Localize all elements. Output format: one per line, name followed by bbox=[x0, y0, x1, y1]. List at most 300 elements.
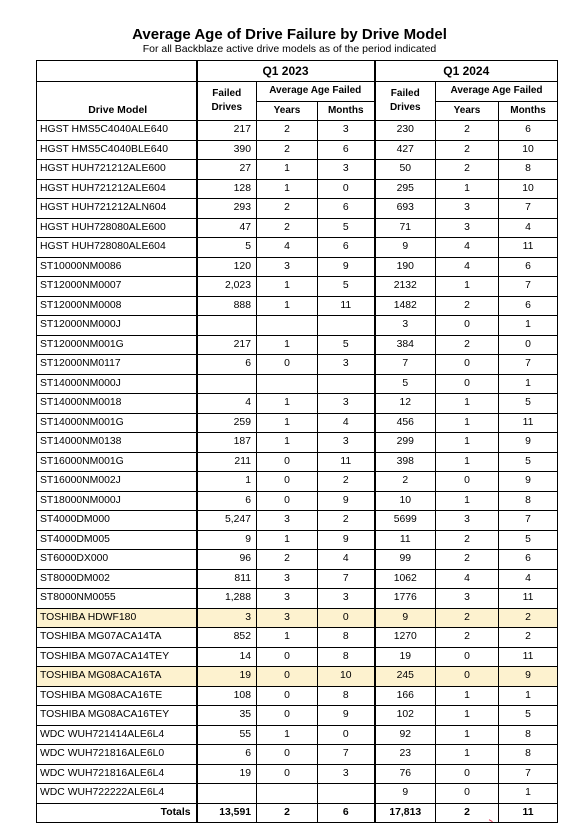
failed-drives-2023-cell: 6 bbox=[197, 491, 257, 511]
years-2023-cell: 0 bbox=[257, 472, 318, 492]
drive-model-cell: ST4000DM000 bbox=[37, 511, 197, 531]
failed-drives-2024-cell: 230 bbox=[375, 121, 436, 141]
drive-model-cell: TOSHIBA MG08ACA16TE bbox=[37, 686, 197, 706]
period-header-q1-2024: Q1 2024 bbox=[375, 61, 558, 82]
drive-model-cell: WDC WUH722222ALE6L4 bbox=[37, 784, 197, 804]
failed-drives-2023-cell: 852 bbox=[197, 628, 257, 648]
months-2024-cell: 5 bbox=[499, 530, 558, 550]
header-drives-word: Drives bbox=[211, 102, 243, 113]
table-row bbox=[37, 121, 558, 141]
years-2024-cell: 2 bbox=[436, 140, 499, 160]
months-2024-cell: 11 bbox=[499, 413, 558, 433]
months-2024-cell: 10 bbox=[499, 140, 558, 160]
drive-model-cell: HGST HUH728080ALE600 bbox=[37, 218, 197, 238]
failed-drives-2023-cell: 1 bbox=[197, 472, 257, 492]
years-2024-cell: 1 bbox=[436, 745, 499, 765]
drive-model-cell: WDC WUH721414ALE6L4 bbox=[37, 725, 197, 745]
drive-model-cell: TOSHIBA MG07ACA14TEY bbox=[37, 647, 197, 667]
failed-drives-2023-cell: 47 bbox=[197, 218, 257, 238]
header-failed-word: Failed bbox=[212, 88, 242, 99]
years-2023-cell: 1 bbox=[257, 433, 318, 453]
years-2024-cell: 1 bbox=[436, 179, 499, 199]
years-2023-cell: 2 bbox=[257, 550, 318, 570]
failed-drives-2023-cell: 128 bbox=[197, 179, 257, 199]
years-2023-cell: 1 bbox=[257, 628, 318, 648]
failed-drives-2023-cell: 6 bbox=[197, 355, 257, 375]
failed-drives-2023-cell: 187 bbox=[197, 433, 257, 453]
table-body bbox=[37, 121, 558, 804]
drive-model-cell: ST8000NM0055 bbox=[37, 589, 197, 609]
avg-age-header-row bbox=[37, 82, 558, 102]
failed-drives-2024-cell: 1062 bbox=[375, 569, 436, 589]
drive-model-cell: ST12000NM0008 bbox=[37, 296, 197, 316]
years-2024-cell: 0 bbox=[436, 784, 499, 804]
months-2023-cell: 0 bbox=[318, 179, 375, 199]
months-2024-cell: 7 bbox=[499, 764, 558, 784]
months-2023-cell: 8 bbox=[318, 647, 375, 667]
drive-model-cell: ST12000NM0007 bbox=[37, 277, 197, 297]
drive-model-cell: ST10000NM0086 bbox=[37, 257, 197, 277]
years-2024-cell: 0 bbox=[436, 316, 499, 336]
drive-model-cell: ST6000DX000 bbox=[37, 550, 197, 570]
failed-drives-2023-cell: 217 bbox=[197, 121, 257, 141]
drive-failure-table bbox=[36, 60, 558, 823]
failed-drives-2024-cell: 3 bbox=[375, 316, 436, 336]
months-2024-cell: 6 bbox=[499, 257, 558, 277]
months-2023-cell: 4 bbox=[318, 550, 375, 570]
failed-drives-2023-cell: 217 bbox=[197, 335, 257, 355]
failed-drives-2023-cell bbox=[197, 374, 257, 394]
table-row bbox=[37, 355, 558, 375]
years-2023-cell: 1 bbox=[257, 296, 318, 316]
failed-drives-2023-cell: 55 bbox=[197, 725, 257, 745]
months-2024-cell: 1 bbox=[499, 686, 558, 706]
months-2024-cell: 4 bbox=[499, 218, 558, 238]
years-2023-cell: 3 bbox=[257, 511, 318, 531]
drive-model-cell: ST18000NM000J bbox=[37, 491, 197, 511]
failed-drives-2023-cell: 19 bbox=[197, 667, 257, 687]
years-2024-cell: 2 bbox=[436, 608, 499, 628]
table-row bbox=[37, 686, 558, 706]
years-2024-cell: 0 bbox=[436, 647, 499, 667]
header-blank-cell bbox=[37, 61, 197, 82]
months-2023-cell: 6 bbox=[318, 238, 375, 258]
chart-title: Average Age of Drive Failure by Drive Model bbox=[132, 26, 447, 43]
months-2023-cell: 3 bbox=[318, 433, 375, 453]
drive-model-cell: ST12000NM0117 bbox=[37, 355, 197, 375]
table-row bbox=[37, 238, 558, 258]
years-2024-cell: 1 bbox=[436, 686, 499, 706]
months-2023-cell: 10 bbox=[318, 667, 375, 687]
totals-years-2024: 2 bbox=[436, 803, 499, 823]
table-row bbox=[37, 433, 558, 453]
failed-drives-2024-cell: 10 bbox=[375, 491, 436, 511]
drive-model-cell: TOSHIBA HDWF180 bbox=[37, 608, 197, 628]
months-2023-cell: 3 bbox=[318, 764, 375, 784]
months-2024-cell: 6 bbox=[499, 550, 558, 570]
table-row bbox=[37, 667, 558, 687]
months-2024-cell: 5 bbox=[499, 706, 558, 726]
months-2024-cell: 7 bbox=[499, 277, 558, 297]
months-2023-cell: 4 bbox=[318, 413, 375, 433]
years-2024-cell: 0 bbox=[436, 355, 499, 375]
years-2023-cell: 0 bbox=[257, 745, 318, 765]
months-2024-cell: 7 bbox=[499, 355, 558, 375]
table-row bbox=[37, 647, 558, 667]
years-2024-cell: 2 bbox=[436, 296, 499, 316]
period-header-q1-2023: Q1 2023 bbox=[197, 61, 375, 82]
years-2024-cell: 2 bbox=[436, 335, 499, 355]
failed-drives-2023-cell: 120 bbox=[197, 257, 257, 277]
table-row bbox=[37, 199, 558, 219]
failed-drives-2024-cell: 11 bbox=[375, 530, 436, 550]
months-2023-cell: 3 bbox=[318, 589, 375, 609]
months-2023-cell: 0 bbox=[318, 608, 375, 628]
years-2024-cell: 0 bbox=[436, 472, 499, 492]
drive-model-cell: TOSHIBA MG08ACA16TA bbox=[37, 667, 197, 687]
failed-drives-2023-cell bbox=[197, 784, 257, 804]
months-2024-cell: 2 bbox=[499, 628, 558, 648]
header-drives-word: Drives bbox=[389, 102, 421, 113]
years-2024-cell: 0 bbox=[436, 374, 499, 394]
table-row bbox=[37, 160, 558, 180]
failed-drives-2024-cell: 166 bbox=[375, 686, 436, 706]
failed-drives-2023-cell: 293 bbox=[197, 199, 257, 219]
months-2023-cell: 3 bbox=[318, 121, 375, 141]
drive-model-cell: ST14000NM000J bbox=[37, 374, 197, 394]
months-2023-cell: 11 bbox=[318, 452, 375, 472]
failed-drives-2023-cell bbox=[197, 316, 257, 336]
years-2023-cell: 2 bbox=[257, 121, 318, 141]
years-2023-cell: 2 bbox=[257, 199, 318, 219]
months-2024-cell: 11 bbox=[499, 238, 558, 258]
years-2024-cell: 2 bbox=[436, 530, 499, 550]
months-2023-cell: 9 bbox=[318, 257, 375, 277]
years-2024-cell: 3 bbox=[436, 218, 499, 238]
failed-drives-2024-cell: 50 bbox=[375, 160, 436, 180]
months-2024-cell: 5 bbox=[499, 452, 558, 472]
drive-model-cell: ST14000NM001G bbox=[37, 413, 197, 433]
table-row bbox=[37, 608, 558, 628]
months-2024-cell: 6 bbox=[499, 296, 558, 316]
failed-drives-2023-cell: 14 bbox=[197, 647, 257, 667]
years-2023-cell: 0 bbox=[257, 355, 318, 375]
table-row bbox=[37, 140, 558, 160]
years-2023-cell: 0 bbox=[257, 647, 318, 667]
years-2024-cell: 1 bbox=[436, 277, 499, 297]
failed-drives-2023-cell: 108 bbox=[197, 686, 257, 706]
years-2024-cell: 2 bbox=[436, 121, 499, 141]
months-2024-cell: 1 bbox=[499, 374, 558, 394]
table-row bbox=[37, 550, 558, 570]
failed-drives-2024-cell: 76 bbox=[375, 764, 436, 784]
months-2023-cell: 9 bbox=[318, 491, 375, 511]
years-2023-cell: 0 bbox=[257, 491, 318, 511]
failed-drives-2024-cell: 299 bbox=[375, 433, 436, 453]
months-2024-cell: 8 bbox=[499, 745, 558, 765]
years-2024-cell: 1 bbox=[436, 394, 499, 414]
months-2023-cell: 9 bbox=[318, 530, 375, 550]
table-row bbox=[37, 764, 558, 784]
months-2023-cell: 5 bbox=[318, 218, 375, 238]
table-row bbox=[37, 706, 558, 726]
years-2024-cell: 0 bbox=[436, 667, 499, 687]
months-2024-cell: 0 bbox=[499, 335, 558, 355]
months-2023-cell: 5 bbox=[318, 335, 375, 355]
failed-drives-2024-cell: 71 bbox=[375, 218, 436, 238]
table-row bbox=[37, 589, 558, 609]
failed-drives-2023-cell: 3 bbox=[197, 608, 257, 628]
failed-drives-2024-cell: 1776 bbox=[375, 589, 436, 609]
years-2023-cell: 3 bbox=[257, 569, 318, 589]
months-2024-cell: 8 bbox=[499, 160, 558, 180]
header-years-2023: Years bbox=[257, 101, 318, 121]
years-2023-cell: 1 bbox=[257, 277, 318, 297]
years-2024-cell: 1 bbox=[436, 433, 499, 453]
years-2023-cell: 2 bbox=[257, 140, 318, 160]
years-2023-cell bbox=[257, 374, 318, 394]
period-header-row bbox=[37, 61, 558, 82]
failed-drives-2024-cell: 2 bbox=[375, 472, 436, 492]
table-row bbox=[37, 472, 558, 492]
failed-drives-2023-cell: 5 bbox=[197, 238, 257, 258]
years-2023-cell: 1 bbox=[257, 160, 318, 180]
failed-drives-2024-cell: 384 bbox=[375, 335, 436, 355]
years-2024-cell: 1 bbox=[436, 491, 499, 511]
months-2023-cell: 9 bbox=[318, 706, 375, 726]
years-2024-cell: 1 bbox=[436, 725, 499, 745]
years-2023-cell bbox=[257, 784, 318, 804]
header-failed-drives-2023 bbox=[197, 82, 257, 121]
failed-drives-2024-cell: 245 bbox=[375, 667, 436, 687]
drive-model-cell: ST12000NM000J bbox=[37, 316, 197, 336]
months-2023-cell: 3 bbox=[318, 355, 375, 375]
failed-drives-2023-cell: 811 bbox=[197, 569, 257, 589]
years-2024-cell: 4 bbox=[436, 569, 499, 589]
failed-drives-2023-cell: 1,288 bbox=[197, 589, 257, 609]
decorative-mark bbox=[487, 819, 492, 824]
table-row bbox=[37, 530, 558, 550]
failed-drives-2024-cell: 99 bbox=[375, 550, 436, 570]
failed-drives-2023-cell: 6 bbox=[197, 745, 257, 765]
years-2023-cell: 2 bbox=[257, 218, 318, 238]
failed-drives-2024-cell: 693 bbox=[375, 199, 436, 219]
months-2024-cell: 5 bbox=[499, 394, 558, 414]
years-2024-cell: 2 bbox=[436, 550, 499, 570]
failed-drives-2023-cell: 5,247 bbox=[197, 511, 257, 531]
years-2024-cell: 1 bbox=[436, 706, 499, 726]
header-months-2024: Months bbox=[499, 101, 558, 121]
months-2023-cell: 3 bbox=[318, 394, 375, 414]
years-2023-cell: 3 bbox=[257, 589, 318, 609]
months-2024-cell: 6 bbox=[499, 121, 558, 141]
failed-drives-2024-cell: 5 bbox=[375, 374, 436, 394]
failed-drives-2024-cell: 9 bbox=[375, 784, 436, 804]
years-2023-cell: 0 bbox=[257, 706, 318, 726]
years-2024-cell: 1 bbox=[436, 413, 499, 433]
failed-drives-2024-cell: 92 bbox=[375, 725, 436, 745]
header-avg-age-2023: Average Age Failed bbox=[257, 82, 375, 102]
months-2024-cell: 2 bbox=[499, 608, 558, 628]
drive-model-cell: ST14000NM0018 bbox=[37, 394, 197, 414]
failed-drives-2023-cell: 4 bbox=[197, 394, 257, 414]
months-2024-cell: 9 bbox=[499, 667, 558, 687]
totals-row bbox=[37, 803, 558, 823]
failed-drives-2023-cell: 35 bbox=[197, 706, 257, 726]
months-2023-cell: 8 bbox=[318, 686, 375, 706]
table-row bbox=[37, 511, 558, 531]
drive-model-cell: TOSHIBA MG08ACA16TEY bbox=[37, 706, 197, 726]
months-2023-cell: 7 bbox=[318, 745, 375, 765]
header-failed-drives-2024 bbox=[375, 82, 436, 121]
table-row bbox=[37, 725, 558, 745]
totals-months-2023: 6 bbox=[318, 803, 375, 823]
months-2023-cell: 8 bbox=[318, 628, 375, 648]
drive-model-cell: HGST HUH721212ALE600 bbox=[37, 160, 197, 180]
years-2023-cell: 1 bbox=[257, 413, 318, 433]
failed-drives-2024-cell: 5699 bbox=[375, 511, 436, 531]
months-2024-cell: 7 bbox=[499, 199, 558, 219]
drive-model-cell: ST16000NM001G bbox=[37, 452, 197, 472]
failed-drives-2024-cell: 456 bbox=[375, 413, 436, 433]
years-2023-cell: 1 bbox=[257, 179, 318, 199]
years-2024-cell: 3 bbox=[436, 589, 499, 609]
years-2023-cell: 0 bbox=[257, 667, 318, 687]
years-2023-cell: 1 bbox=[257, 725, 318, 745]
drive-model-cell: WDC WUH721816ALE6L4 bbox=[37, 764, 197, 784]
failed-drives-2024-cell: 12 bbox=[375, 394, 436, 414]
years-2024-cell: 0 bbox=[436, 764, 499, 784]
months-2023-cell: 11 bbox=[318, 296, 375, 316]
years-2024-cell: 1 bbox=[436, 452, 499, 472]
table-row bbox=[37, 745, 558, 765]
drive-model-cell: HGST HUH721212ALN604 bbox=[37, 199, 197, 219]
months-2024-cell: 4 bbox=[499, 569, 558, 589]
years-2024-cell: 2 bbox=[436, 160, 499, 180]
failed-drives-2024-cell: 190 bbox=[375, 257, 436, 277]
failed-drives-2023-cell: 2,023 bbox=[197, 277, 257, 297]
failed-drives-2024-cell: 19 bbox=[375, 647, 436, 667]
months-2024-cell: 1 bbox=[499, 784, 558, 804]
table-row bbox=[37, 316, 558, 336]
months-2023-cell: 0 bbox=[318, 725, 375, 745]
totals-years-2023: 2 bbox=[257, 803, 318, 823]
table-row bbox=[37, 296, 558, 316]
months-2023-cell: 6 bbox=[318, 140, 375, 160]
header-drive-model: Drive Model bbox=[37, 82, 197, 121]
table-row bbox=[37, 257, 558, 277]
failed-drives-2023-cell: 888 bbox=[197, 296, 257, 316]
years-2023-cell: 1 bbox=[257, 335, 318, 355]
drive-model-cell: ST4000DM005 bbox=[37, 530, 197, 550]
failed-drives-2024-cell: 9 bbox=[375, 608, 436, 628]
header-failed-word: Failed bbox=[390, 88, 420, 99]
years-2024-cell: 3 bbox=[436, 511, 499, 531]
months-2023-cell: 6 bbox=[318, 199, 375, 219]
months-2024-cell: 11 bbox=[499, 647, 558, 667]
drive-model-cell: HGST HMS5C4040BLE640 bbox=[37, 140, 197, 160]
table-row bbox=[37, 569, 558, 589]
months-2024-cell: 7 bbox=[499, 511, 558, 531]
failed-drives-2024-cell: 1482 bbox=[375, 296, 436, 316]
drive-model-cell: ST14000NM0138 bbox=[37, 433, 197, 453]
years-2024-cell: 4 bbox=[436, 238, 499, 258]
failed-drives-2024-cell: 9 bbox=[375, 238, 436, 258]
years-2023-cell: 1 bbox=[257, 530, 318, 550]
years-2023-cell bbox=[257, 316, 318, 336]
months-2023-cell: 2 bbox=[318, 511, 375, 531]
table-row bbox=[37, 335, 558, 355]
failed-drives-2023-cell: 19 bbox=[197, 764, 257, 784]
drive-model-cell: HGST HUH721212ALE604 bbox=[37, 179, 197, 199]
years-2023-cell: 1 bbox=[257, 394, 318, 414]
drive-model-cell: HGST HUH728080ALE604 bbox=[37, 238, 197, 258]
failed-drives-2023-cell: 390 bbox=[197, 140, 257, 160]
months-2024-cell: 1 bbox=[499, 316, 558, 336]
table-row bbox=[37, 218, 558, 238]
months-2023-cell: 2 bbox=[318, 472, 375, 492]
failed-drives-2024-cell: 23 bbox=[375, 745, 436, 765]
totals-months-2024: 11 bbox=[499, 803, 558, 823]
table-row bbox=[37, 452, 558, 472]
totals-failed-2024: 17,813 bbox=[375, 803, 436, 823]
drive-model-cell: TOSHIBA MG07ACA14TA bbox=[37, 628, 197, 648]
months-2023-cell: 7 bbox=[318, 569, 375, 589]
totals-failed-2023: 13,591 bbox=[197, 803, 257, 823]
months-2023-cell bbox=[318, 374, 375, 394]
failed-drives-2023-cell: 27 bbox=[197, 160, 257, 180]
table-row bbox=[37, 491, 558, 511]
failed-drives-2024-cell: 398 bbox=[375, 452, 436, 472]
months-2024-cell: 8 bbox=[499, 491, 558, 511]
drive-model-cell: HGST HMS5C4040ALE640 bbox=[37, 121, 197, 141]
years-2024-cell: 2 bbox=[436, 628, 499, 648]
drive-model-cell: ST16000NM002J bbox=[37, 472, 197, 492]
months-2024-cell: 11 bbox=[499, 589, 558, 609]
failed-drives-2023-cell: 211 bbox=[197, 452, 257, 472]
drive-model-cell: WDC WUH721816ALE6L0 bbox=[37, 745, 197, 765]
years-2023-cell: 0 bbox=[257, 764, 318, 784]
years-2024-cell: 4 bbox=[436, 257, 499, 277]
failed-drives-2024-cell: 2132 bbox=[375, 277, 436, 297]
months-2023-cell: 3 bbox=[318, 160, 375, 180]
failed-drives-2024-cell: 295 bbox=[375, 179, 436, 199]
drive-model-cell: ST8000DM002 bbox=[37, 569, 197, 589]
months-2024-cell: 9 bbox=[499, 433, 558, 453]
years-2024-cell: 3 bbox=[436, 199, 499, 219]
header-avg-age-2024: Average Age Failed bbox=[436, 82, 558, 102]
table-row bbox=[37, 277, 558, 297]
table-row bbox=[37, 784, 558, 804]
table-row bbox=[37, 374, 558, 394]
months-2023-cell: 5 bbox=[318, 277, 375, 297]
years-2023-cell: 4 bbox=[257, 238, 318, 258]
drive-model-cell: ST12000NM001G bbox=[37, 335, 197, 355]
failed-drives-2023-cell: 9 bbox=[197, 530, 257, 550]
years-2023-cell: 3 bbox=[257, 608, 318, 628]
totals-label: Totals bbox=[37, 803, 197, 823]
failed-drives-2023-cell: 259 bbox=[197, 413, 257, 433]
failed-drives-2024-cell: 7 bbox=[375, 355, 436, 375]
failed-drives-2023-cell: 96 bbox=[197, 550, 257, 570]
table-row bbox=[37, 179, 558, 199]
months-2023-cell bbox=[318, 784, 375, 804]
months-2023-cell bbox=[318, 316, 375, 336]
header-years-2024: Years bbox=[436, 101, 499, 121]
months-2024-cell: 10 bbox=[499, 179, 558, 199]
table-row bbox=[37, 413, 558, 433]
months-2024-cell: 9 bbox=[499, 472, 558, 492]
